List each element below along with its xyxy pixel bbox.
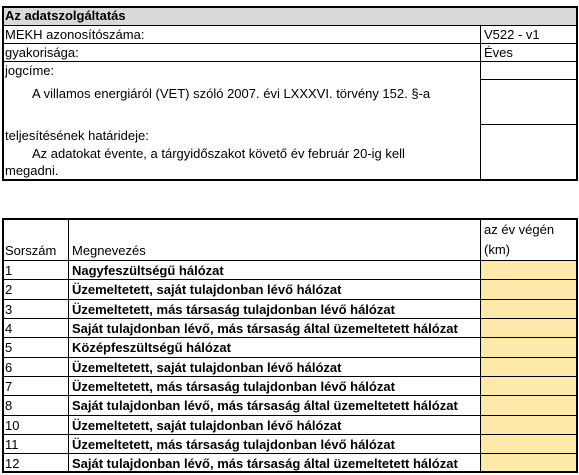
row-num: 2 [5, 282, 13, 297]
row-name: Üzemeltetett, más társaság tulajdonban lévő hálózat [72, 302, 395, 317]
row-name: Saját tulajdonban lévő, más társaság által üzemeltetett hálózat [72, 398, 458, 413]
row-name: Üzemeltetett, saját tulajdonban lévő hálózat [72, 360, 342, 375]
col-header-megnevezes: Megnevezés [72, 243, 146, 258]
azonosito-value: V522 - v1 [484, 27, 540, 42]
row-num: 12 [5, 456, 20, 471]
row-name: Saját tulajdonban lévő, más társaság által üzemeltetett hálózat [72, 456, 458, 471]
data-table [2, 218, 578, 473]
gyakorisag-label: gyakorisága: [5, 45, 79, 60]
legal-text: A villamos energiáról (VET) szóló 2007. évi LXXXVI. törvény 152. §-a [32, 86, 431, 101]
row-name: Saját tulajdonban lévő, más társaság által üzemeltetett hálózat [72, 321, 458, 336]
row-num: 6 [5, 360, 13, 375]
deadline-text-line2: megadni. [5, 163, 59, 178]
row-num: 4 [5, 321, 13, 336]
info-title: Az adatszolgáltatás [5, 8, 126, 23]
row-num: 8 [5, 398, 13, 413]
col-header-sorszam: Sorszám [5, 243, 57, 258]
deadline-label: teljesítésének határideje: [5, 128, 149, 143]
col-header-value-line2: (km) [484, 242, 510, 257]
row-num: 5 [5, 340, 13, 355]
deadline-text-line1: Az adatokat évente, a tárgyidőszakot követő év február 20-ig kell [32, 146, 405, 161]
col-header-value-line1: az év végén [484, 222, 555, 237]
row-name: Nagyfeszültségű hálózat [72, 263, 224, 278]
row-num: 3 [5, 302, 13, 317]
row-num: 1 [5, 263, 13, 278]
row-num: 7 [5, 379, 13, 394]
row-name: Üzemeltetett, más társaság tulajdonban lévő hálózat [72, 379, 395, 394]
row-name: Középfeszültségű hálózat [72, 340, 231, 355]
row-name: Üzemeltetett, saját tulajdonban lévő hálózat [72, 282, 342, 297]
info-section [2, 6, 578, 181]
jogcim-label: jogcíme: [5, 63, 55, 78]
row-name: Üzemeltetett, más társaság tulajdonban lévő hálózat [72, 437, 395, 452]
row-num: 10 [5, 418, 20, 433]
row-num: 11 [5, 437, 19, 452]
row-name: Üzemeltetett, saját tulajdonban lévő hálózat [72, 418, 342, 433]
gyakorisag-value: Éves [484, 45, 513, 60]
azonosito-label: MEKH azonosítószáma: [5, 27, 145, 42]
